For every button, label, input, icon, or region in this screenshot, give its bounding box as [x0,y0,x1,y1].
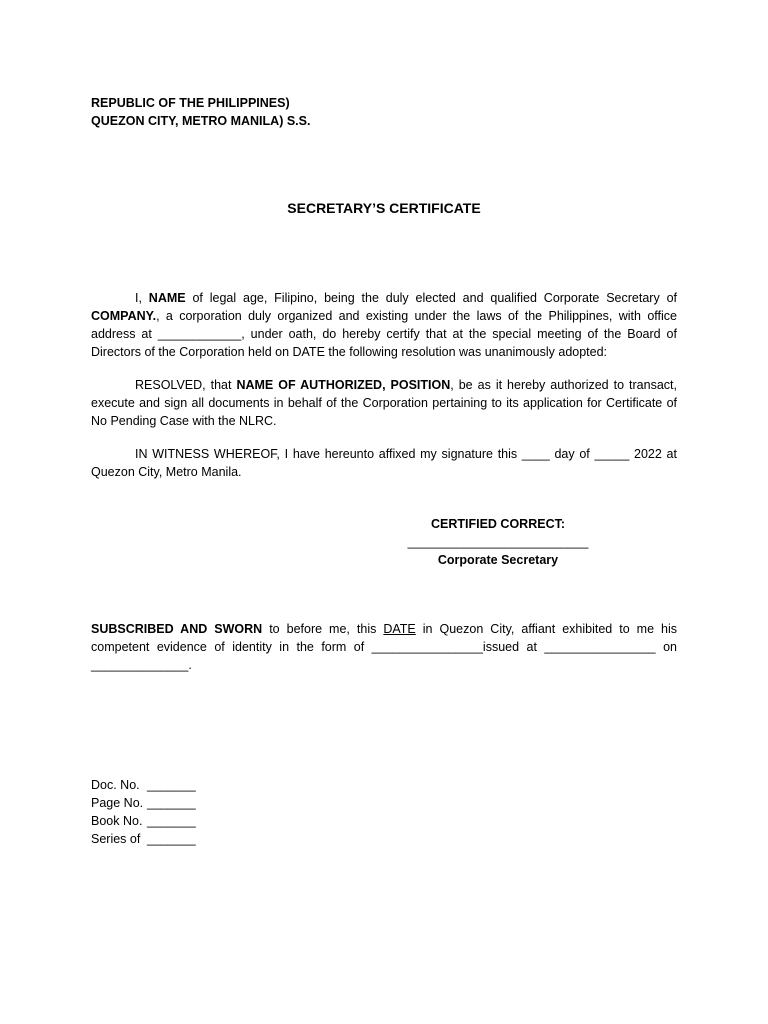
venue-block [91,94,310,130]
certification-block [400,515,596,569]
document-title: SECRETARY’S CERTIFICATE [287,200,481,216]
venue-line-2: QUEZON CITY, METRO MANILA) S.S. [91,114,311,128]
paragraph-resolution: RESOLVED, that NAME OF AUTHORIZED, POSITION, be as it hereby authorized to transact, execute and sign all documents in behalf of the Corporation pertaining to its application for Certificate of No Pending Case with the NLRC. [91,378,677,428]
notary-row: Doc. No. _______ [91,778,196,792]
signature-line: __________________________ [407,535,589,549]
jurat-date: DATE [383,622,416,636]
jurat-lead: SUBSCRIBED AND SWORN [91,622,263,636]
secretary-name: NAME [148,291,186,305]
certified-correct-label: CERTIFIED CORRECT: [430,517,566,531]
notary-details [91,776,196,848]
company-name: COMPANY. [91,309,157,323]
notary-row: Book No. _______ [91,814,196,828]
authorized-person: NAME OF AUTHORIZED, POSITION [236,378,451,392]
paragraph-certification: I, NAME of legal age, Filipino, being the duly elected and qualified Corporate Secretary of COMPANY., a corporation duly organized and existing under the laws of the Philippines, with office address at ____________, under oath, do hereby certify that at the special meeting of the Board of Directors of the Corporation held on DATE the following resolution was unanimously adopted: [91,291,677,359]
paragraph-witness: IN WITNESS WHEREOF, I have hereunto affixed my signature this ____ day of _____ 2022 at Quezon City, Metro Manila. [91,447,677,479]
notary-row: Page No. _______ [91,796,196,810]
signatory-role: Corporate Secretary [437,553,559,567]
venue-line-1: REPUBLIC OF THE PHILIPPINES) [91,96,290,110]
paragraph-jurat: SUBSCRIBED AND SWORN to before me, this DATE in Quezon City, affiant exhibited to me his competent evidence of identity in the form of ________________issued at ________________ on ______________. [91,622,678,672]
notary-row: Series of _______ [91,832,196,846]
